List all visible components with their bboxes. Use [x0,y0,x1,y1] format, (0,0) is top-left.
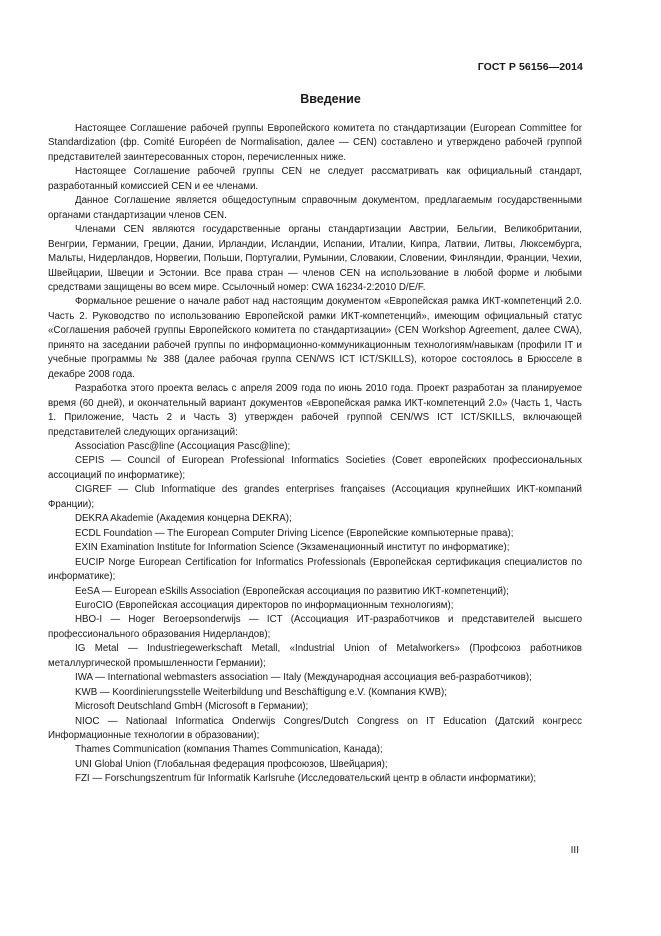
list-item: UNI Global Union (Глобальная федерация профсоюзов, Швейцария); [75,758,388,770]
list-item: Association Pasc@line (Ассоциация Pasc@line); [75,440,291,452]
paragraph: Членами CEN являются государственные органы стандартизации Австрии, Бельгии, Великобритании, Венгрии, Германии, Греции, Дании, Ирландии, Исландии, Испании, Италии, Кипра, Латвии, Литвы, Люксембурга, Мальты, Нидерландов, Норвегии, Польши, Португалии, Румынии, Словакии, Словении, Финляндии, Франции, Чехии, Швейцарии, Швеции и Эстонии. Все права стран — членов CEN на использование в любой форме и любыми средствами защищены во всем мире. Ссылочный номер: CWA 16234-2:2010 D/E/F. [48,224,582,293]
list-item: EeSA — European eSkills Association (Европейская ассоциация по развитию ИКТ-компетенций); [75,585,509,597]
list-item: EUCIP Norge European Certification for Informatics Professionals (Европейская сертификация специалистов по информатике); [48,556,582,583]
list-item: FZI — Forschungszentrum für Informatik Karlsruhe (Исследовательский центр в области информатики); [75,773,537,785]
page-number: III [570,845,579,856]
list-item: IWA — International webmasters association — Italy (Международная ассоциация веб-разработчиков); [75,672,532,684]
list-item: IG Metal — Industriegewerkschaft Metall, «Industrial Union of Metalworkers» (Профсоюз работников металлургической промышленности Германии); [48,643,582,669]
list-item: DEKRA Akademie (Академия концерна DEKRA); [75,513,292,525]
list-item: NIOC — Nationaal Informatica Onderwijs Congres/Dutch Congress on IT Education (Датский конгресс Информационные технологии в образовании); [48,715,582,742]
paragraph: Формальное решение о начале работ над настоящим документом «Европейская рамка ИКТ-компетенций 2.0. Часть 2. Руководство по использованию Европейской рамки ИКТ-компетенций», имеющим официальный статус «Соглашения рабочей группы Европейского комитета по стандартизации» (CEN Workshop Agreement, далее CWA), принято на заседании рабочей группы по информационно-коммуникационным технологиям/навыкам (профили IT и учебные программы № 388 (далее рабочая группа CEN/WS ICT ICT/SKILLS), которое состоялось в Брюсселе в декабре 2008 года. [48,296,582,380]
paragraph: Разработка этого проекта велась с апреля 2009 года по июнь 2010 года. Проект разработан за планируемое время (60 дней), и окончательный вариант документов «Европейская рамка ИКТ-компетенций 2.0» (Часть 1, Часть 1. Приложение, Часть 2 и Часть 3) утвержден рабочей группой CEN/WS ICT ICT/SKILLS, включающей представителей следующих организаций: [48,383,582,438]
paragraph: Данное Соглашение является общедоступным справочным документом, предлагаемым государственными органами стандартизации членов CEN. [48,195,582,221]
list-item: ECDL Foundation — The European Computer Driving Licence (Европейские компьютерные права); [75,527,514,539]
paragraph: Настоящее Соглашение рабочей группы Европейского комитета по стандартизации (European Committee for Standardization (фр. Comité Européen de Normalisation, далее — CEN) составлено и утверждено рабочей группой представителей заинтересованных сторон, перечисленных ниже. [48,123,582,163]
list-item: KWB — Koordinierungsstelle Weiterbildung und Beschäftigung e.V. (Компания KWB); [75,686,447,698]
list-item: CEPIS — Council of European Professional Informatics Societies (Совет европейских профессиональных ассоциаций по информатике); [48,455,582,481]
list-item: Thames Communication (компания Thames Communication, Канада); [75,744,383,756]
list-item: EXIN Examination Institute for Information Science (Экзаменационный институт по информатике); [75,542,510,554]
section-title: Введение [300,92,361,106]
list-item: HBO-I — Hoger Beroepsonderwijs — ICT (Ассоциация ИТ-разработчиков и представителей высшего профессионального образования Нидерландов); [48,614,582,640]
document-body [48,122,582,787]
list-item: EuroCIO (Европейская ассоциация директоров по информационным технологиям); [75,599,454,611]
list-item: Microsoft Deutschland GmbH (Microsoft в Германии); [75,701,309,713]
list-item: CIGREF — Club Informatique des grandes enterprises françaises (Ассоциация крупнейших ИКТ-компаний Франции); [48,484,582,510]
paragraph: Настоящее Соглашение рабочей группы CEN не следует рассматривать как официальный стандарт, разработанный комиссией CEN и ее членами. [48,166,582,192]
document-code: ГОСТ Р 56156—2014 [477,61,583,73]
